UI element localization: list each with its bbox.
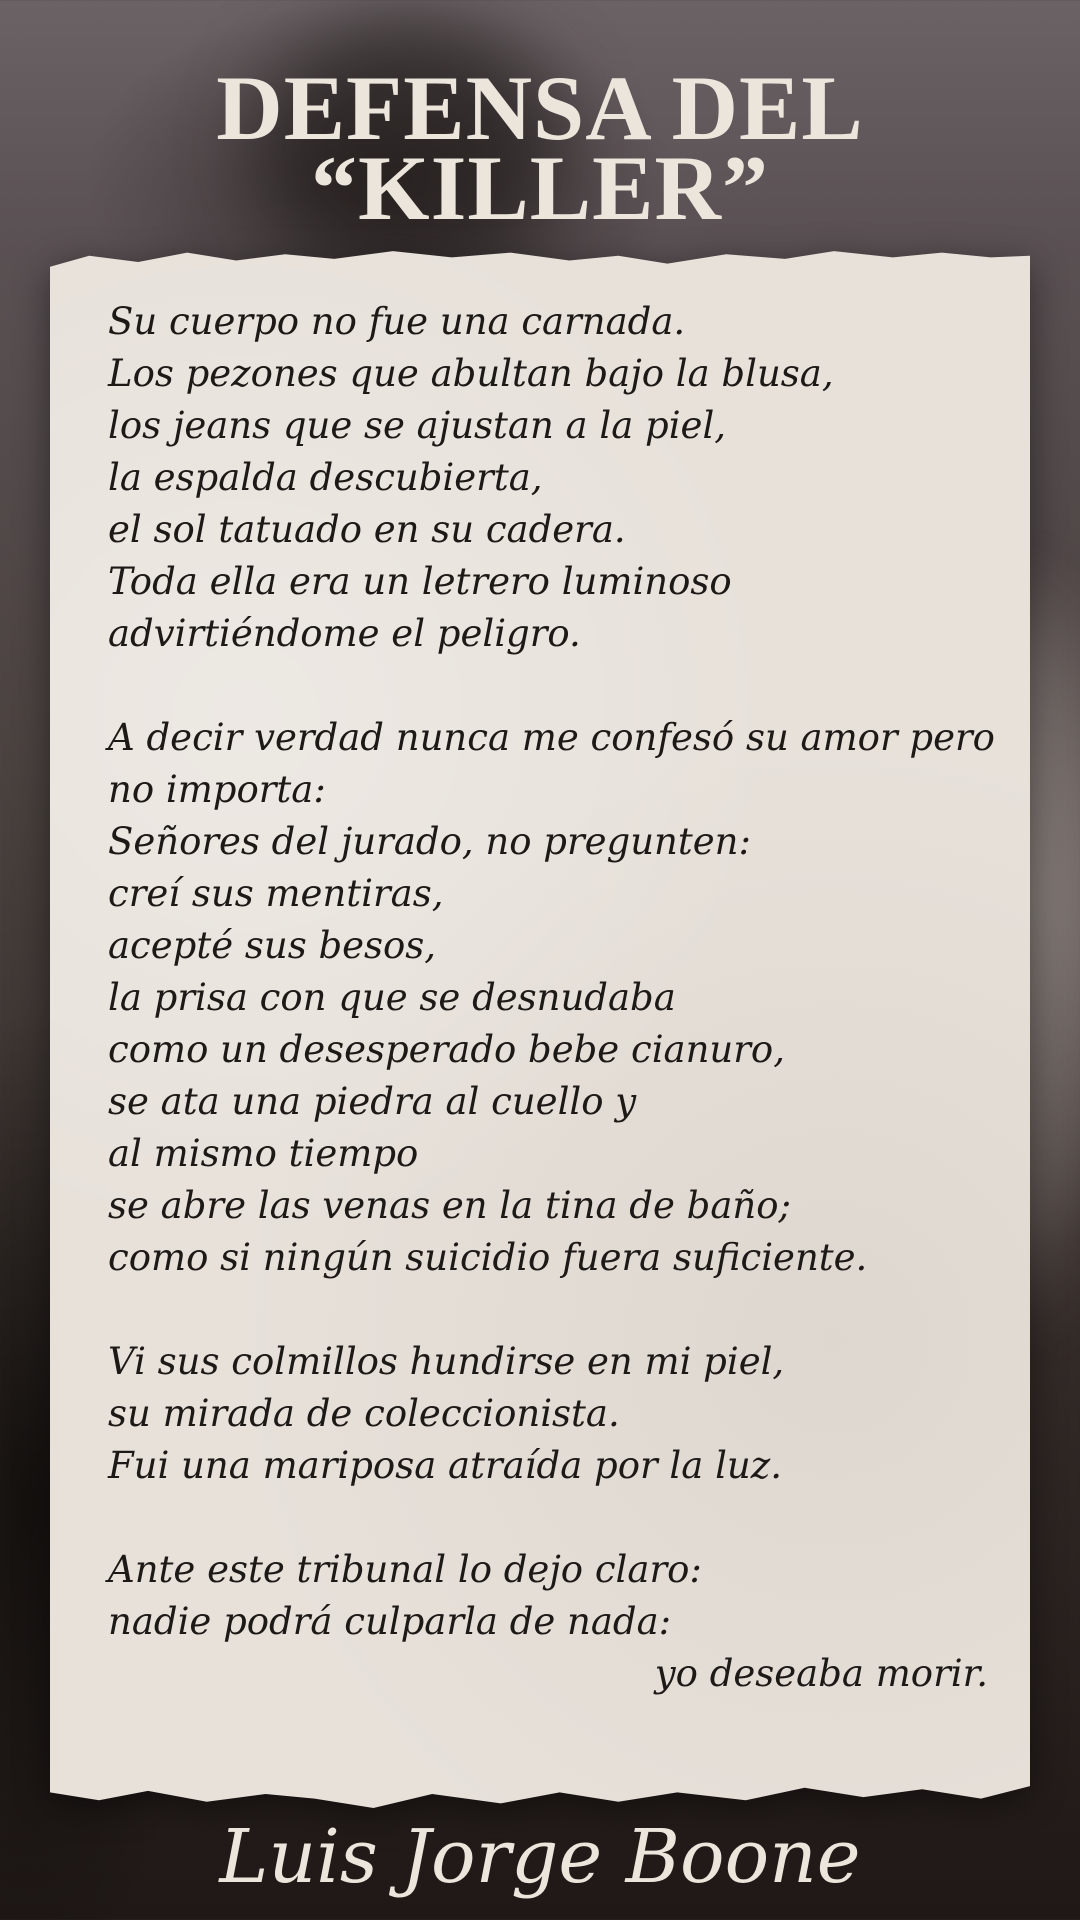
poem-line: Señores del jurado, no pregunten:: [108, 820, 751, 863]
poem-line: Toda ella era un letrero luminoso: [108, 560, 732, 603]
poem-line: su mirada de coleccionista.: [108, 1392, 620, 1435]
poem-line: Su cuerpo no fue una carnada.: [108, 300, 686, 343]
poem-line: los jeans que se ajustan a la piel,: [108, 404, 727, 447]
poem-line: el sol tatuado en su cadera.: [108, 508, 626, 551]
title-line-2: “KILLER”: [311, 137, 769, 239]
poem-body: [108, 296, 995, 1700]
poem-line: advirtiéndome el peligro.: [108, 612, 581, 655]
poem-line: creí sus mentiras,: [108, 872, 444, 915]
poem-line: la prisa con que se desnudaba: [108, 976, 676, 1019]
title-line-1: DEFENSA DEL: [216, 57, 864, 159]
poem-line: la espalda descubierta,: [108, 456, 543, 499]
stanza-2: [108, 712, 995, 1284]
poem-line: se abre las venas en la tina de baño;: [108, 1184, 791, 1227]
stanza-3: [108, 1336, 988, 1492]
poem-line: Fui una mariposa atraída por la luz.: [108, 1444, 783, 1487]
poem-line: Vi sus colmillos hundirse en mi piel,: [108, 1340, 785, 1383]
stanza-1: [108, 296, 988, 660]
poem-line: como un desesperado bebe cianuro,: [108, 1028, 785, 1071]
poem-line: se ata una piedra al cuello y: [108, 1080, 637, 1123]
stanza-4: [108, 1544, 988, 1700]
poem-title: [0, 57, 1080, 239]
paper-card: [50, 248, 1030, 1808]
poem-line: como si ningún suicidio fuera suficiente.: [108, 1236, 868, 1279]
poem-line: al mismo tiempo: [108, 1132, 419, 1175]
poem-line-final: yo deseaba morir.: [654, 1652, 988, 1695]
poem-line: nadie podrá culparla de nada:: [108, 1600, 672, 1643]
poem-line: Ante este tribunal lo dejo claro:: [108, 1548, 702, 1591]
poem-line: Los pezones que abultan bajo la blusa,: [108, 352, 834, 395]
author-name: Luis Jorge Boone: [219, 1814, 861, 1900]
poem-line: no importa:: [108, 768, 326, 811]
poem-line: acepté sus besos,: [108, 924, 437, 967]
poem-line: A decir verdad nunca me confesó su amor pero: [108, 716, 995, 759]
